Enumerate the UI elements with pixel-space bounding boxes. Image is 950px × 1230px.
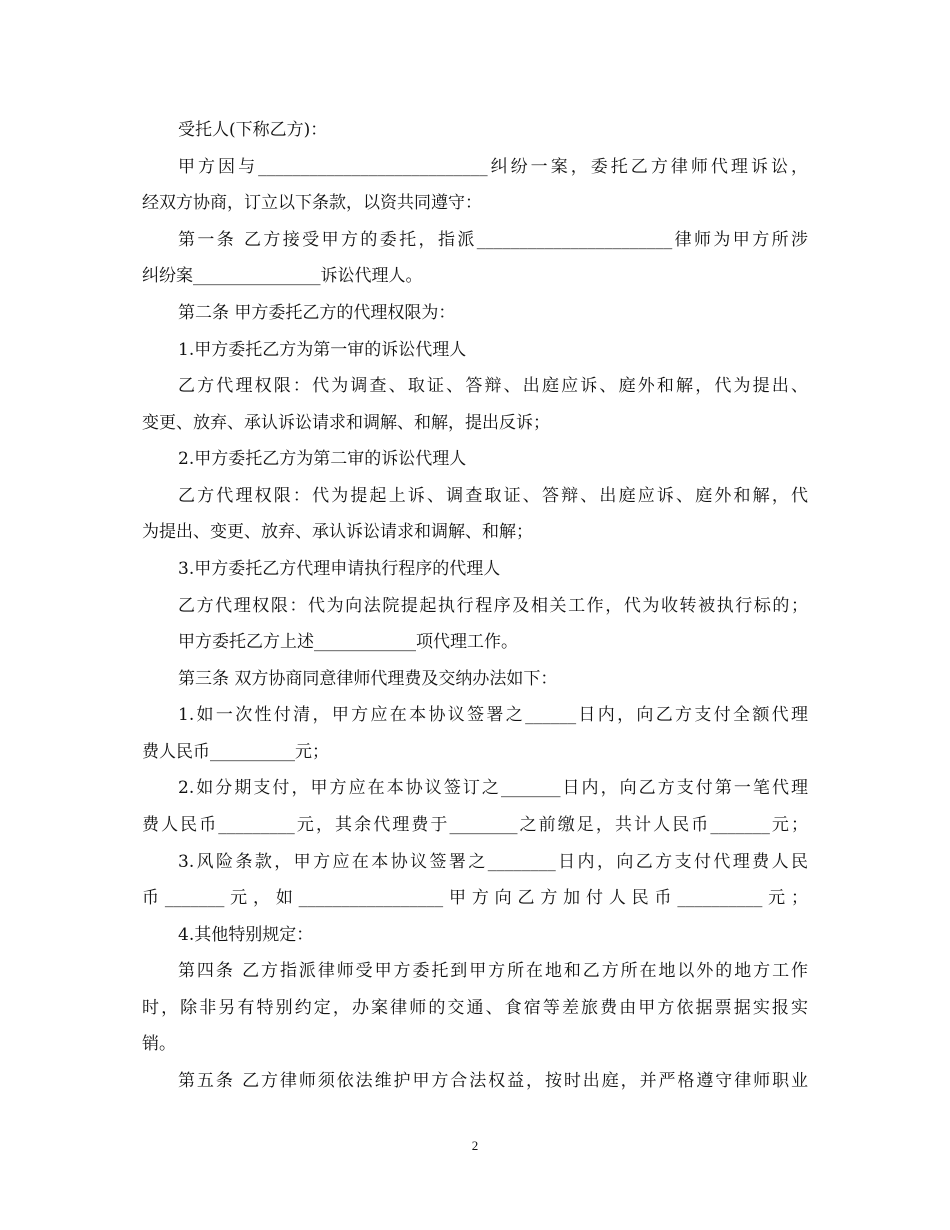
text-line: 销。 (142, 1034, 176, 1054)
text-line: 1.甲方委托乙方为第一审的诉讼代理人 (178, 340, 467, 360)
text-line: 甲方委托乙方上述____________项代理工作。 (178, 632, 518, 652)
text-line: 经双方协商，订立以下条款，以资共同遵守： (142, 193, 482, 213)
text-line: 2.如分期支付，甲方应在本协议签订之_______日内，向乙方支付第一笔代理 (178, 778, 808, 798)
text-line: 乙方代理权限：代为提起上诉、调查取证、答辩、出庭应诉、庭外和解，代 (178, 486, 808, 506)
text-line: 纠纷案_______________诉讼代理人。 (142, 266, 423, 286)
text-line: 第四条 乙方指派律师受甲方委托到甲方所在地和乙方所在地以外的地方工作 (178, 961, 808, 981)
text-line: 3.甲方委托乙方代理申请执行程序的代理人 (178, 559, 501, 579)
text-line: 乙方代理权限：代为调查、取证、答辩、出庭应诉、庭外和解，代为提出、 (178, 376, 808, 396)
text-line: 第一条 乙方接受甲方的委托，指派_______________________律师为甲方所涉 (178, 230, 808, 250)
text-line: 2.甲方委托乙方为第二审的诉讼代理人 (178, 449, 467, 469)
text-line: 变更、放弃、承认诉讼请求和调解、和解，提出反诉； (142, 413, 550, 433)
text-line: 受托人(下称乙方)： (178, 120, 328, 140)
text-line: 为提出、变更、放弃、承认诉讼请求和调解、和解； (142, 522, 533, 542)
text-line: 时，除非另有特别约定，办案律师的交通、食宿等差旅费由甲方依据票据实报实 (142, 998, 808, 1018)
text-line: 第三条 双方协商同意律师代理费及交纳办法如下： (178, 669, 558, 689)
text-line: 第五条 乙方律师须依法维护甲方合法权益，按时出庭，并严格遵守律师职业 (178, 1071, 808, 1091)
text-line: 费人民币__________元； (142, 742, 329, 762)
text-line: 费人民币_________元，其余代理费于________之前缴足，共计人民币_______元； (142, 815, 808, 835)
text-line: 乙方代理权限：代为向法院提起执行程序及相关工作，代为收转被执行标的； (178, 596, 808, 616)
text-line: 1.如一次性付清，甲方应在本协议签署之______日内，向乙方支付全额代理 (178, 705, 808, 725)
text-line: 甲方因与___________________________纠纷一案，委托乙方律师代理诉讼， (178, 157, 808, 177)
text-line: 3.风险条款，甲方应在本协议签署之________日内，向乙方支付代理费人民 (178, 852, 808, 872)
text-line: 4.其他特别规定： (178, 925, 314, 945)
page-number: 2 (471, 1138, 479, 1153)
text-line: 币_______元，如_________________甲方向乙方加付人民币__________元； (142, 888, 808, 908)
text-line: 第二条 甲方委托乙方的代理权限为： (178, 303, 456, 323)
